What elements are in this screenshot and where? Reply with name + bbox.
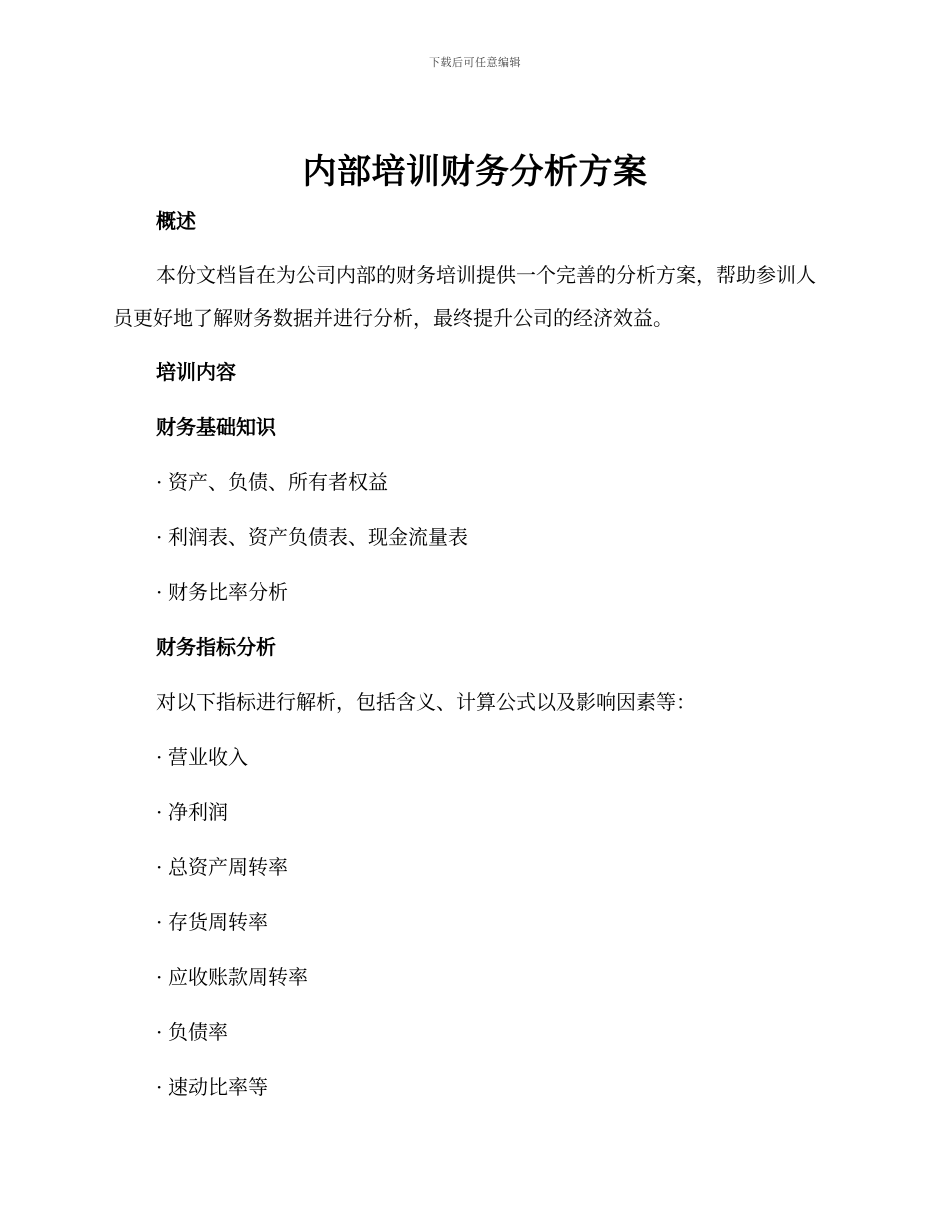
bullet-icon: · xyxy=(156,855,163,879)
list-item xyxy=(113,794,835,830)
indicators-intro: 对以下指标进行解析，包括含义、计算公式以及影响因素等： xyxy=(156,690,696,714)
bullet-icon: · xyxy=(156,525,163,549)
document-body xyxy=(113,203,835,1124)
subsection-heading-indicators: 财务指标分析 xyxy=(156,635,276,659)
document-title: 内部培训财务分析方案 xyxy=(302,152,648,192)
list-item-text: 负债率 xyxy=(168,1020,228,1044)
list-item xyxy=(113,574,835,610)
bullet-icon: · xyxy=(156,470,163,494)
list-item xyxy=(113,1069,835,1105)
list-item-text: 存货周转率 xyxy=(168,910,268,934)
list-item xyxy=(113,464,835,500)
bullet-icon: · xyxy=(156,800,163,824)
list-item xyxy=(113,1014,835,1050)
overview-paragraph: 本份文档旨在为公司内部的财务培训提供一个完善的分析方案，帮助参训人员更好地了解财务数据并进行分析，最终提升公司的经济效益。 xyxy=(113,263,816,330)
list-item xyxy=(113,519,835,555)
subsection-heading-basics: 财务基础知识 xyxy=(156,415,276,439)
bullet-icon: · xyxy=(156,1075,163,1099)
list-item xyxy=(113,849,835,885)
bullet-icon: · xyxy=(156,745,163,769)
bullet-icon: · xyxy=(156,1020,163,1044)
list-item xyxy=(113,739,835,775)
list-item-text: 速动比率等 xyxy=(168,1075,268,1099)
indicators-list xyxy=(113,739,835,1105)
list-item-text: 净利润 xyxy=(168,800,228,824)
bullet-icon: · xyxy=(156,965,163,989)
section-heading-overview: 概述 xyxy=(156,209,196,233)
list-item-text: 总资产周转率 xyxy=(168,855,288,879)
list-item xyxy=(113,959,835,995)
list-item-text: 资产、负债、所有者权益 xyxy=(168,470,388,494)
basics-list xyxy=(113,464,835,610)
bullet-icon: · xyxy=(156,580,163,604)
header-note: 下载后可任意编辑 xyxy=(429,56,521,69)
list-item-text: 财务比率分析 xyxy=(168,580,288,604)
list-item-text: 应收账款周转率 xyxy=(168,965,308,989)
section-heading-training: 培训内容 xyxy=(156,360,236,384)
list-item-text: 利润表、资产负债表、现金流量表 xyxy=(168,525,468,549)
bullet-icon: · xyxy=(156,910,163,934)
list-item-text: 营业收入 xyxy=(168,745,248,769)
list-item xyxy=(113,904,835,940)
